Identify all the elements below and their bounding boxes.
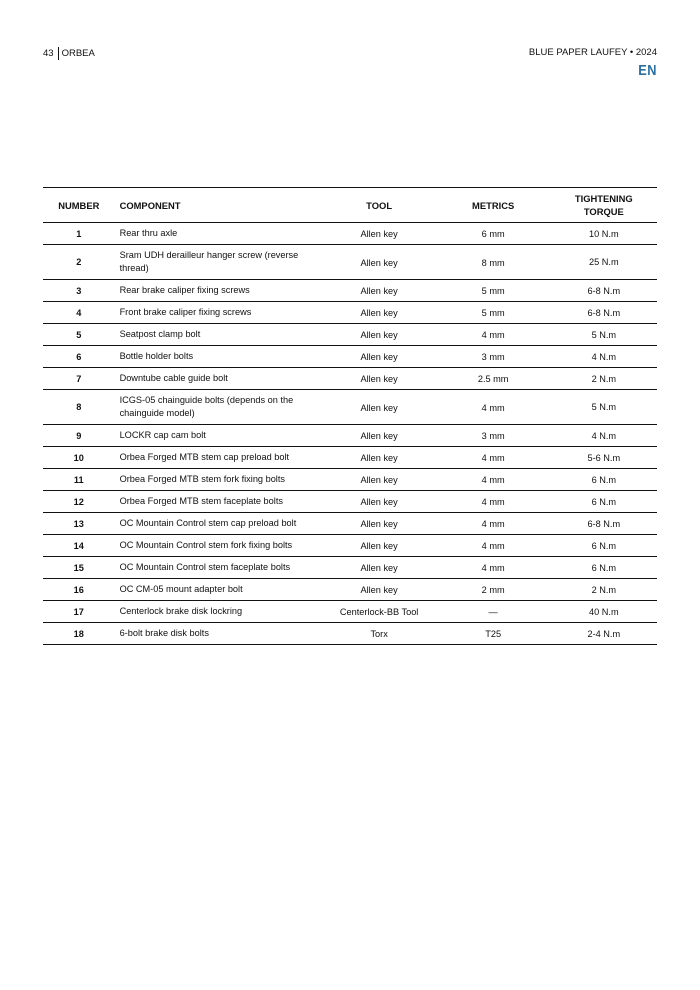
row-number: 18 [43,623,115,645]
row-metrics: — [436,601,551,623]
row-component: Orbea Forged MTB stem fork fixing bolts [115,469,323,491]
row-number: 9 [43,425,115,447]
row-number: 8 [43,390,115,425]
table-row [43,535,657,557]
header-component: COMPONENT [119,199,181,211]
row-torque: 6 N.m [551,491,657,513]
row-tool: Torx [323,623,436,645]
table-row [43,368,657,390]
table-row [43,245,657,280]
row-torque: 6 N.m [551,469,657,491]
table-header-row [43,188,657,223]
row-torque: 5 N.m [551,324,657,346]
row-component: OC Mountain Control stem cap preload bolt [115,513,323,535]
row-number: 12 [43,491,115,513]
row-component: OC CM-05 mount adapter bolt [115,579,323,601]
row-torque: 6 N.m [551,557,657,579]
row-torque: 5-6 N.m [551,447,657,469]
row-number: 13 [43,513,115,535]
table-row [43,280,657,302]
row-metrics: 4 mm [436,390,551,425]
row-tool: Allen key [323,513,436,535]
row-torque: 6 N.m [551,535,657,557]
row-component: Orbea Forged MTB stem cap preload bolt [115,447,323,469]
table-row [43,601,657,623]
page-number: 43 [43,48,54,59]
row-metrics: 2 mm [436,579,551,601]
row-metrics: 4 mm [436,324,551,346]
table-row [43,425,657,447]
row-tool: Allen key [323,223,436,245]
header-torque-line1: TIGHTENING [574,193,633,204]
row-number: 14 [43,535,115,557]
row-torque: 2-4 N.m [551,623,657,645]
row-number: 17 [43,601,115,623]
row-number: 4 [43,302,115,324]
row-tool: Allen key [323,346,436,368]
table-row [43,223,657,245]
table-row [43,324,657,346]
row-tool: Allen key [323,557,436,579]
row-torque: 4 N.m [551,425,657,447]
row-metrics: 5 mm [436,302,551,324]
row-metrics: 4 mm [436,469,551,491]
row-torque: 25 N.m [551,245,657,280]
row-metrics: T25 [436,623,551,645]
row-torque: 6-8 N.m [551,302,657,324]
row-number: 15 [43,557,115,579]
row-metrics: 4 mm [436,557,551,579]
row-torque: 6-8 N.m [551,280,657,302]
row-component: Rear thru axle [115,223,323,245]
table-row [43,623,657,645]
header-divider [58,47,59,60]
row-number: 7 [43,368,115,390]
row-tool: Allen key [323,302,436,324]
row-metrics: 2.5 mm [436,368,551,390]
row-metrics: 5 mm [436,280,551,302]
row-metrics: 8 mm [436,245,551,280]
row-component: Sram UDH derailleur hanger screw (reverse thread) [115,245,323,280]
row-tool: Allen key [323,579,436,601]
torque-table [43,187,657,645]
table-row [43,390,657,425]
header-metrics: METRICS [472,199,515,211]
row-tool: Allen key [323,491,436,513]
row-metrics: 6 mm [436,223,551,245]
table-row [43,513,657,535]
row-torque: 2 N.m [551,368,657,390]
table-row [43,302,657,324]
table-row [43,447,657,469]
row-metrics: 4 mm [436,513,551,535]
table-row [43,469,657,491]
row-tool: Allen key [323,324,436,346]
row-metrics: 3 mm [436,425,551,447]
row-number: 2 [43,245,115,280]
brand-name: ORBEA [61,48,95,59]
row-number: 3 [43,280,115,302]
table-row [43,491,657,513]
row-torque: 6-8 N.m [551,513,657,535]
page-header-left [43,47,95,60]
row-tool: Allen key [323,469,436,491]
header-torque-line2: TORQUE [583,206,624,217]
row-component: Centerlock brake disk lockring [115,601,323,623]
row-component: Front brake caliper fixing screws [115,302,323,324]
row-torque: 2 N.m [551,579,657,601]
row-component: Orbea Forged MTB stem faceplate bolts [115,491,323,513]
table-body [43,223,657,645]
row-metrics: 3 mm [436,346,551,368]
header-number: NUMBER [58,199,100,211]
row-number: 5 [43,324,115,346]
header-tool: TOOL [366,199,393,211]
row-component: LOCKR cap cam bolt [115,425,323,447]
row-tool: Allen key [323,368,436,390]
row-number: 11 [43,469,115,491]
document-title: BLUE PAPER LAUFEY • 2024 [528,47,657,58]
row-component: OC Mountain Control stem fork fixing bolts [115,535,323,557]
table-row [43,557,657,579]
row-component: OC Mountain Control stem faceplate bolts [115,557,323,579]
header-torque [551,188,657,223]
row-component: Downtube cable guide bolt [115,368,323,390]
row-tool: Allen key [323,245,436,280]
language-label: EN [638,62,657,79]
row-component: ICGS-05 chainguide bolts (depends on the chainguide model) [115,390,323,425]
row-metrics: 4 mm [436,491,551,513]
row-metrics: 4 mm [436,535,551,557]
row-component: Seatpost clamp bolt [115,324,323,346]
row-number: 1 [43,223,115,245]
table-row [43,346,657,368]
row-tool: Centerlock-BB Tool [323,601,436,623]
row-torque: 10 N.m [551,223,657,245]
row-tool: Allen key [323,280,436,302]
row-tool: Allen key [323,535,436,557]
row-torque: 4 N.m [551,346,657,368]
table-row [43,579,657,601]
row-torque: 40 N.m [551,601,657,623]
row-metrics: 4 mm [436,447,551,469]
row-tool: Allen key [323,425,436,447]
row-tool: Allen key [323,390,436,425]
row-tool: Allen key [323,447,436,469]
row-component: 6-bolt brake disk bolts [115,623,323,645]
row-number: 10 [43,447,115,469]
row-number: 16 [43,579,115,601]
row-component: Bottle holder bolts [115,346,323,368]
row-component: Rear brake caliper fixing screws [115,280,323,302]
row-torque: 5 N.m [551,390,657,425]
row-number: 6 [43,346,115,368]
